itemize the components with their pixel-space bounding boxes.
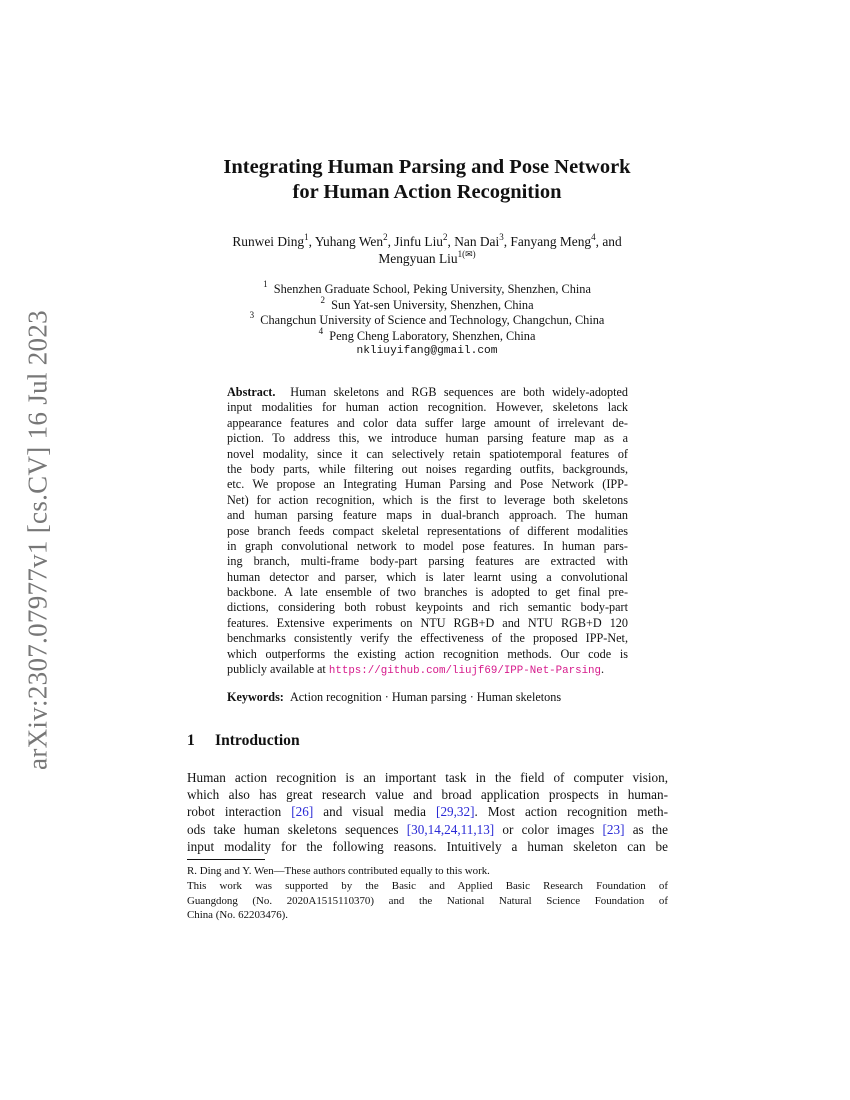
abstract-line: which outperforms the existing action recognition methods. Our code is xyxy=(227,646,628,661)
affiliation-text: Shenzhen Graduate School, Peking University, Shenzhen, China xyxy=(273,282,591,296)
affiliation-number: 3 xyxy=(249,310,255,321)
affiliation xyxy=(185,294,669,314)
footnote-line: R. Ding and Y. Wen—These authors contributed equally to this work. xyxy=(187,865,490,877)
author-name: Mengyuan Liu xyxy=(378,251,458,266)
author-separator: , xyxy=(308,234,315,249)
citation-link[interactable]: [26] xyxy=(291,804,314,820)
citation-link[interactable]: [23] xyxy=(602,821,625,837)
abstract xyxy=(227,385,628,677)
abstract-line: benchmarks consistently verify the effectiveness of the proposed IPP-Net, xyxy=(227,631,628,646)
body-line xyxy=(187,803,668,820)
body-text: or color images xyxy=(494,821,603,837)
affiliation-number: 4 xyxy=(318,325,324,336)
author-affil-mark: 3 xyxy=(499,231,504,242)
paper-title xyxy=(185,155,669,205)
section-number: 1 xyxy=(187,732,195,749)
author-affil-mark: 1(✉) xyxy=(457,248,476,259)
contact-email[interactable]: nkliuyifang@gmail.com xyxy=(356,345,498,358)
affiliation-text: Peng Cheng Laboratory, Shenzhen, China xyxy=(329,328,536,343)
author-line-1 xyxy=(185,233,669,250)
keywords-text: Action recognition · Human parsing · Human skeletons xyxy=(289,690,562,704)
author-line-2 xyxy=(185,250,669,267)
footnote-line: China (No. 62203476). xyxy=(187,909,289,922)
abstract-line: input modalities for human action recognition. However, skeletons lack xyxy=(227,400,628,415)
abstract-line: features. Extensive experiments on NTU RGB+D and NTU RGB+D 120 xyxy=(227,615,628,630)
title-line-2: for Human Action Recognition xyxy=(292,181,562,203)
author-affil-mark: 1 xyxy=(304,231,309,242)
affiliation xyxy=(185,310,669,329)
title-line-1: Integrating Human Parsing and Pose Network xyxy=(223,156,631,178)
author-separator: , and xyxy=(595,234,622,249)
abstract-label: Abstract. xyxy=(227,385,276,399)
section-heading xyxy=(187,732,300,750)
abstract-line: piction. To address this, we introduce human parsing feature map as a xyxy=(227,431,628,446)
author-name: Jinfu Liu xyxy=(394,234,443,249)
body-text: robot interaction xyxy=(187,804,292,820)
citation-link[interactable]: [30,14,24,11,13] xyxy=(406,821,495,837)
body-line: which also has great research value and broad application prospects in human- xyxy=(187,787,668,803)
footnote-rule xyxy=(187,859,265,860)
footnote-line: Guangdong (No. 2020A1515110370) and the National Natural Science Foundation of xyxy=(187,894,668,907)
footnotes xyxy=(187,864,668,923)
abstract-line: backbone. A late ensemble of two branches is adopted to get final pre- xyxy=(227,585,628,600)
abstract-line: human detector and parser, which is later learnt using a convolutional xyxy=(227,569,628,584)
abstract-line: and human parsing feature maps in dual-branch approach. The human xyxy=(227,508,628,523)
abstract-line: in graph convolutional network to model pose features. In human pars- xyxy=(227,538,628,553)
author-affil-mark: 2 xyxy=(383,231,388,242)
abstract-line: the body parts, while filtering out noises regarding outfits, backgrounds, xyxy=(227,461,628,476)
affiliation xyxy=(185,278,669,298)
body-line xyxy=(187,821,668,838)
citation-link[interactable]: [29,32] xyxy=(436,804,475,820)
abstract-line xyxy=(227,662,628,677)
author-separator: , xyxy=(503,234,511,249)
affiliation-text: Changchun University of Science and Technology, Changchun, China xyxy=(260,313,605,328)
arxiv-stamp xyxy=(18,300,58,780)
abstract-line xyxy=(227,385,628,400)
abstract-line: appearance features and color data suffer large amount of irrelevant de- xyxy=(227,415,628,430)
author-name: Fanyang Meng xyxy=(510,234,592,249)
keywords xyxy=(227,690,628,705)
author-separator: , xyxy=(447,234,455,249)
affiliations xyxy=(185,278,669,360)
code-repo-link[interactable]: https://github.com/liujf69/IPP-Net-Parsing xyxy=(328,665,602,678)
affiliation xyxy=(185,325,669,345)
body-text: as the xyxy=(624,821,669,837)
abstract-line: Net) for action recognition, which is the first to leverage both skeletons xyxy=(227,492,628,507)
abstract-line: dictions, considering both robust keypoints and rich semantic body-part xyxy=(227,600,628,615)
abstract-line: novel modality, since it can selectively retain spatiotemporal features of xyxy=(227,446,628,461)
abstract-text: Human skeletons and RGB sequences are both widely-adopted xyxy=(290,385,628,399)
author-affil-mark: 2 xyxy=(443,231,448,242)
affiliation-number: 1 xyxy=(263,278,268,289)
author-list xyxy=(185,233,669,267)
abstract-line: ing branch, multi-frame body-part parsing features are extracted with xyxy=(227,554,628,569)
abstract-line: etc. We propose an Integrating Human Parsing and Pose Network (IPP- xyxy=(227,477,628,492)
author-separator: , xyxy=(387,234,395,249)
arxiv-stamp-text: arXiv:2307.07977v1 [cs.CV] 16 Jul 2023 xyxy=(22,310,53,770)
section-title: Introduction xyxy=(215,732,300,749)
abstract-text: publicly available at xyxy=(227,662,329,677)
body-text: . Most action recognition meth- xyxy=(474,804,669,820)
body-line: input modality for the following reasons. Intuitively a human skeleton can be xyxy=(187,838,668,854)
author-name: Nan Dai xyxy=(454,234,500,249)
body-line: Human action recognition is an important task in the field of computer vision, xyxy=(187,770,668,785)
abstract-text: . xyxy=(601,662,605,677)
author-affil-mark: 4 xyxy=(591,231,596,242)
body-text: ods take human skeletons sequences xyxy=(187,821,407,837)
intro-paragraph xyxy=(187,769,668,855)
author-name: Runwei Ding xyxy=(232,234,305,249)
keywords-label: Keywords: xyxy=(227,690,284,704)
abstract-line: pose branch feeds compact skeletal representations of different modalities xyxy=(227,523,628,538)
affiliation-number: 2 xyxy=(320,294,325,305)
footnote-line: This work was supported by the Basic and Applied Basic Research Foundation of xyxy=(187,879,668,892)
affiliation-text: Sun Yat-sen University, Shenzhen, China xyxy=(331,297,534,312)
author-name: Yuhang Wen xyxy=(314,234,384,249)
body-text: and visual media xyxy=(313,804,437,820)
